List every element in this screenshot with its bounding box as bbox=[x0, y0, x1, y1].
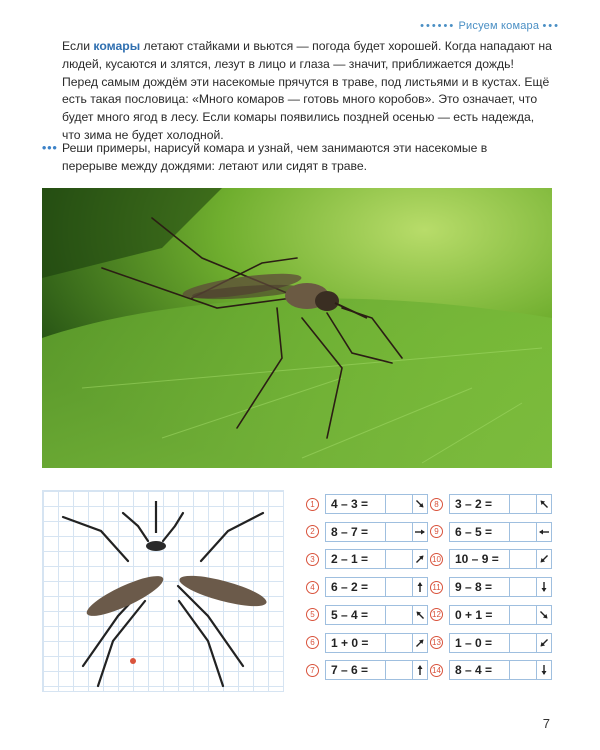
task-instruction bbox=[42, 140, 532, 176]
task-bullet: ••• bbox=[42, 141, 58, 155]
arrow-cell bbox=[413, 634, 427, 652]
exercise-expression: 3 – 2 = bbox=[455, 497, 493, 511]
arrow-cell bbox=[537, 578, 551, 596]
exercise-expression: 6 – 5 = bbox=[455, 524, 493, 539]
page-number: 7 bbox=[542, 716, 550, 731]
header-title: Рисуем комара bbox=[458, 20, 540, 32]
direction-arrow-icon bbox=[413, 525, 427, 539]
exercise-row bbox=[306, 660, 428, 680]
intro-text-rest: летают стайками и вьются — погода будет хорошей. Когда нападают на людей, кусаются и злятся, лезут в лицо и глаза — значит, приближается дождь! Перед самым дождём эти насекомые прячутся в траве, под листьями и в кустах. Ещё есть такая пословица: «Много комаров — готовь много коробов». Это означает, что будет много ягод в лесу. Если комары появились поздней осенью — есть надежда, что зима не будет холодной. bbox=[62, 39, 552, 142]
arrow-cell bbox=[537, 523, 551, 541]
exercise-box bbox=[325, 660, 428, 680]
direction-arrow-icon bbox=[413, 580, 427, 594]
answer-field[interactable] bbox=[385, 661, 413, 679]
exercise-box bbox=[449, 494, 552, 514]
direction-arrow-icon bbox=[537, 636, 551, 650]
answer-field[interactable] bbox=[509, 661, 537, 679]
exercise-expression: 5 – 4 = bbox=[331, 607, 369, 622]
exercise-row bbox=[306, 549, 428, 569]
exercise-number: 13 bbox=[430, 636, 443, 649]
answer-field[interactable] bbox=[385, 578, 413, 596]
exercise-number: 5 bbox=[306, 608, 319, 621]
exercise-row bbox=[306, 577, 428, 597]
exercise-number: 7 bbox=[306, 664, 319, 677]
intro-text-start: Если bbox=[62, 39, 94, 53]
answer-field[interactable] bbox=[385, 634, 413, 652]
direction-arrow-icon bbox=[413, 497, 427, 511]
direction-arrow-icon bbox=[413, 608, 427, 622]
exercise-number: 14 bbox=[430, 664, 443, 677]
mosquito-photo bbox=[42, 188, 552, 468]
arrow-cell bbox=[413, 606, 427, 624]
arrow-cell bbox=[413, 523, 427, 541]
direction-arrow-icon bbox=[413, 663, 427, 677]
leg-right-2 bbox=[179, 601, 223, 686]
direction-arrow-icon bbox=[537, 497, 551, 511]
exercise-number: 10 bbox=[430, 553, 443, 566]
answer-field[interactable] bbox=[385, 606, 413, 624]
intro-highlight: комары bbox=[93, 39, 141, 53]
intro-paragraph bbox=[62, 38, 552, 145]
exercise-number: 6 bbox=[306, 636, 319, 649]
direction-arrow-icon bbox=[537, 608, 551, 622]
exercise-row bbox=[430, 605, 552, 625]
exercise-number: 8 bbox=[430, 498, 443, 511]
exercise-box bbox=[325, 633, 428, 653]
arrow-cell bbox=[537, 634, 551, 652]
exercise-box bbox=[449, 660, 552, 680]
exercise-row bbox=[306, 633, 428, 653]
exercise-row bbox=[430, 522, 552, 542]
exercise-row bbox=[430, 494, 552, 514]
exercise-box bbox=[325, 549, 428, 569]
direction-arrow-icon bbox=[413, 552, 427, 566]
answer-field[interactable] bbox=[385, 523, 413, 541]
arrow-cell bbox=[413, 495, 427, 513]
arrow-cell bbox=[537, 495, 551, 513]
proboscis-left bbox=[123, 513, 148, 541]
exercise-expression: 0 + 1 = bbox=[455, 607, 493, 622]
exercise-expression: 8 – 4 = bbox=[455, 663, 493, 678]
answer-field[interactable] bbox=[385, 495, 413, 513]
mosquito-outline bbox=[43, 491, 283, 691]
exercise-row bbox=[430, 633, 552, 653]
antenna-left bbox=[63, 517, 128, 561]
exercise-box bbox=[449, 577, 552, 597]
exercise-box bbox=[449, 605, 552, 625]
exercise-expression: 4 – 3 = bbox=[331, 497, 369, 511]
section-header bbox=[420, 20, 560, 32]
arrow-cell bbox=[537, 606, 551, 624]
header-dots-right: ••• bbox=[542, 20, 560, 32]
exercise-row bbox=[430, 660, 552, 680]
exercise-number: 2 bbox=[306, 525, 319, 538]
header-dots-left: •••••• bbox=[420, 20, 456, 32]
arrow-cell bbox=[413, 661, 427, 679]
answer-field[interactable] bbox=[509, 578, 537, 596]
exercise-box bbox=[325, 522, 428, 542]
direction-arrow-icon bbox=[537, 525, 551, 539]
answer-field[interactable] bbox=[509, 495, 537, 513]
mosquito-photo-image bbox=[42, 188, 552, 468]
wing-left bbox=[83, 569, 168, 623]
answer-field[interactable] bbox=[385, 550, 413, 568]
exercise-expression: 1 – 0 = bbox=[455, 635, 493, 650]
exercise-number: 12 bbox=[430, 608, 443, 621]
answer-field[interactable] bbox=[509, 634, 537, 652]
answer-field[interactable] bbox=[509, 550, 537, 568]
exercise-expression: 9 – 8 = bbox=[455, 580, 493, 595]
direction-arrow-icon bbox=[537, 580, 551, 594]
exercise-row bbox=[306, 522, 428, 542]
wing-right bbox=[177, 570, 269, 613]
start-point bbox=[130, 658, 136, 664]
exercise-number: 11 bbox=[430, 581, 443, 594]
arrow-cell bbox=[537, 661, 551, 679]
exercise-row bbox=[306, 494, 428, 514]
task-text: Реши примеры, нарисуй комара и узнай, чем занимаются эти насекомые в перерыве между дождями: летают или сидят в траве. bbox=[62, 141, 488, 173]
exercise-row bbox=[430, 577, 552, 597]
arrow-cell bbox=[537, 550, 551, 568]
antenna-right bbox=[201, 513, 263, 561]
arrow-cell bbox=[413, 550, 427, 568]
exercise-box bbox=[449, 522, 552, 542]
direction-arrow-icon bbox=[537, 663, 551, 677]
exercise-expression: 7 – 6 = bbox=[331, 663, 369, 678]
proboscis-right bbox=[163, 513, 183, 541]
direction-arrow-icon bbox=[537, 552, 551, 566]
exercise-box bbox=[449, 633, 552, 653]
exercise-number: 9 bbox=[430, 525, 443, 538]
exercise-expression: 8 – 7 = bbox=[331, 524, 369, 539]
mosquito-head bbox=[146, 541, 166, 551]
arrow-cell bbox=[413, 578, 427, 596]
exercise-row bbox=[430, 549, 552, 569]
exercise-number: 1 bbox=[306, 498, 319, 511]
answer-field[interactable] bbox=[509, 523, 537, 541]
drawing-grid bbox=[42, 490, 284, 692]
exercise-box bbox=[325, 577, 428, 597]
direction-arrow-icon bbox=[413, 636, 427, 650]
exercise-number: 3 bbox=[306, 553, 319, 566]
exercise-number: 4 bbox=[306, 581, 319, 594]
exercise-box bbox=[325, 605, 428, 625]
exercise-box bbox=[449, 549, 552, 569]
exercise-expression: 2 – 1 = bbox=[331, 552, 369, 567]
answer-field[interactable] bbox=[509, 606, 537, 624]
exercise-expression: 6 – 2 = bbox=[331, 580, 369, 595]
exercise-expression: 1 + 0 = bbox=[331, 635, 369, 650]
exercise-row bbox=[306, 605, 428, 625]
exercise-box bbox=[325, 494, 428, 514]
exercise-expression: 10 – 9 = bbox=[455, 552, 499, 567]
